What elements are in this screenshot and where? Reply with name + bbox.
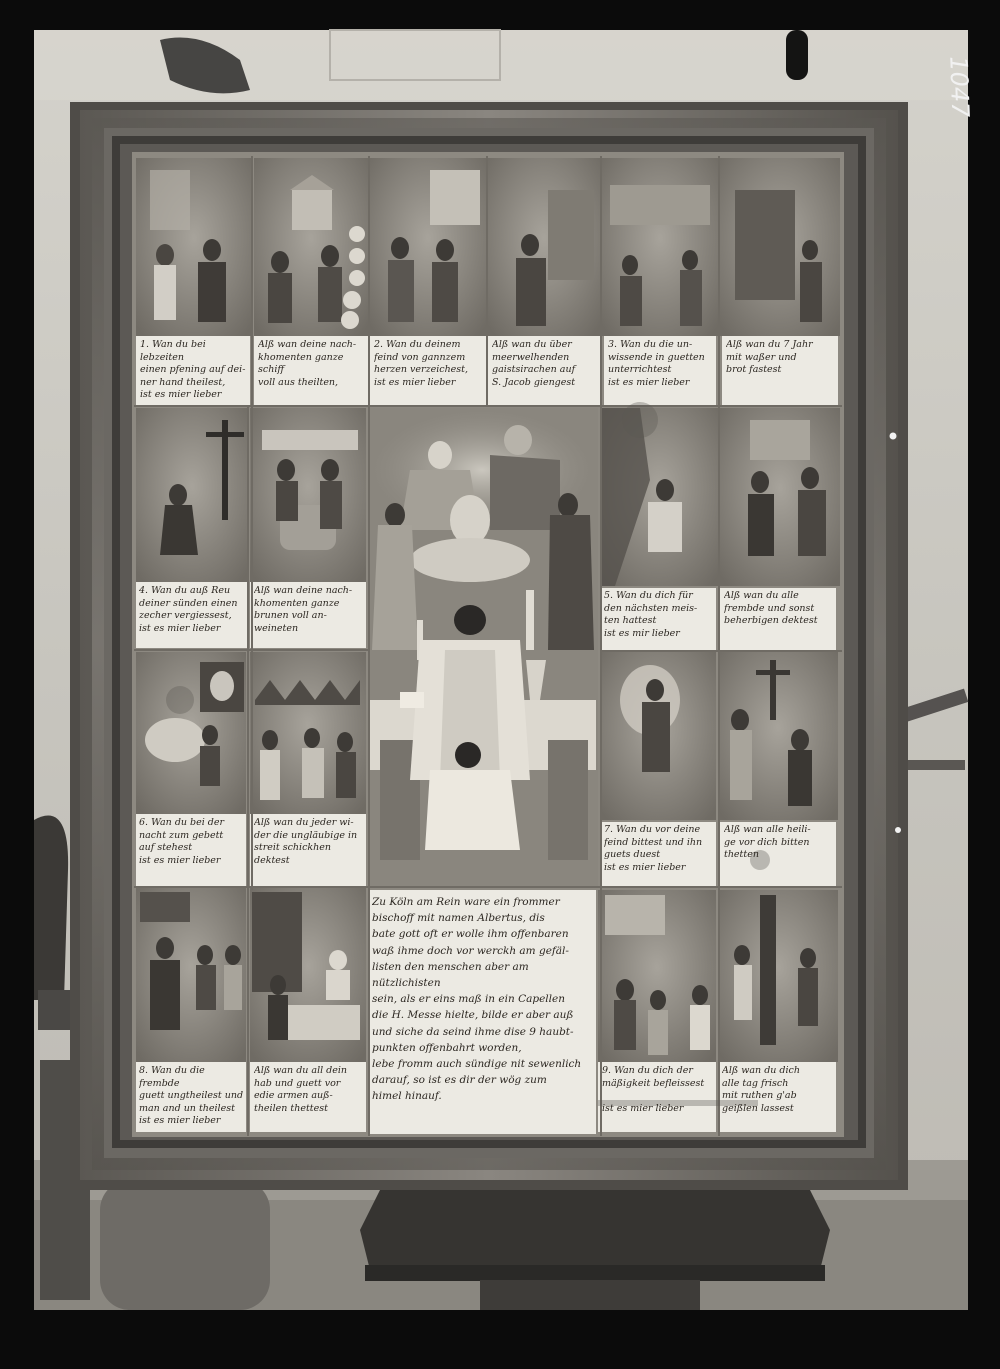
caption-r4-c2: Alß wan du all dein hab und guett vor edie armen auß- theilen thettest [254, 1065, 348, 1114]
caption-r3-c2: Alß wan du jeder wi- der die ungläubige in streit schickhen dektest [254, 817, 358, 866]
caption-r4-c5: 9. Wan du dich der mäßigkeit befleissest ist es mier lieber [602, 1065, 705, 1114]
caption-r4-c1: 8. Wan du die frembde guett ungtheilest und man and un theilest ist es mier lieber [139, 1065, 244, 1126]
caption-r2-c1: 4. Wan du auß Reu deiner sünden einen zecher vergiessest, ist es mier lieber [139, 585, 238, 634]
caption-r1-c5: 3. Wan du die un- wissende in guetten unterrichtest ist es mier lieber [608, 339, 705, 388]
caption-r3-c6: Alß wan alle heili- ge vor dich bitten thetten [724, 824, 811, 860]
caption-r2-c2: Alß wan deine nach- khomenten ganze brunen voll an- weineten [254, 585, 353, 634]
caption-r3-c5: 7. Wan du vor deine feind bittest und ihn guets duest ist es mier lieber [604, 824, 703, 873]
caption-r4-c6: Alß wan du dich alle tag frisch mit ruthen g'ab geißlen lassest [722, 1065, 800, 1114]
caption-r3-c1: 6. Wan du bei der nacht zum gebett auf stehest ist es mier lieber [139, 817, 225, 866]
caption-r1-c2: Alß wan deine nach- khomenten ganze schiff voll aus theilten, [258, 339, 357, 388]
caption-r1-c4: Alß wan du über meerwelhenden gaistsirachen auf S. Jacob giengest [492, 339, 576, 388]
caption-r2-c5: 5. Wan du dich für den nächsten meis- ten hattest ist es mir lieber [604, 590, 698, 639]
center-legend-text: Zu Köln am Rein ware ein frommer bischoff mit namen Albertus, dis bate gott oft er wolle ihm offenbaren waß ihme doch vor werckh am gefäl- listen den menschen aber am nützlichisten sein, als er eins maß in ein Capellen die H. Messe hielte, bilde er aber auß und siche da seind ihme dise 9 haubt- punkten offenbahrt worden, lebe fromm auch sündige nit sewenlich darauf, so ist es dir der wög zum himel hinauf. [372, 896, 582, 1103]
caption-r2-c6: Alß wan du alle frembde und sonst beherbigen dektest [724, 590, 818, 626]
central-scene [368, 408, 598, 888]
caption-r1-c1: 1. Wan du bei lebzeiten einen pfening auf dei- ner hand theilest, ist es mier lieber [140, 339, 246, 400]
plate-number-label: 1047 [944, 55, 975, 118]
caption-r1-c3: 2. Wan du deinem feind von gannzem herzen verzeichest, ist es mier lieber [374, 339, 469, 388]
caption-r1-c6: Alß wan du 7 Jahr mit waßer und brot fastest [726, 339, 813, 375]
